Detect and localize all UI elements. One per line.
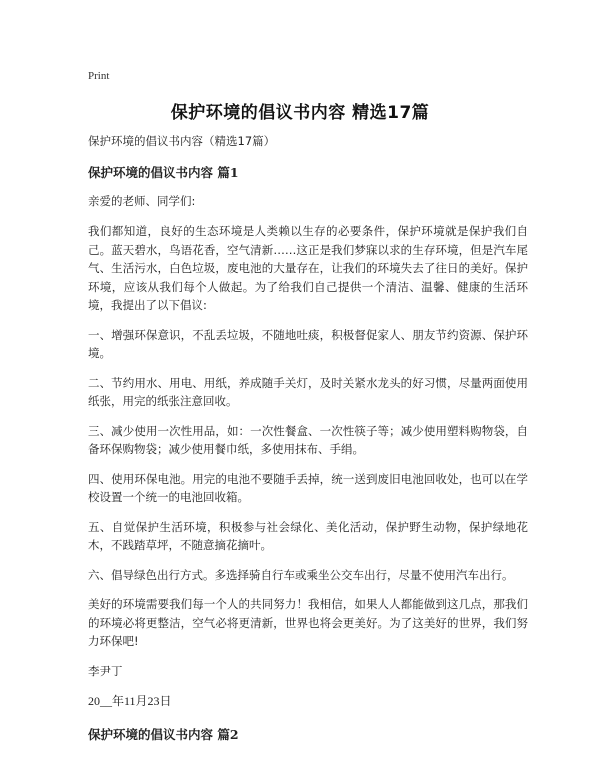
article-subtitle: 保护环境的倡议书内容（精选17篇） [88,134,276,148]
page-title: 保护环境的倡议书内容 精选17篇 [170,103,430,123]
paragraph-closing: 美好的环境需要我们每一个人的共同努力！我相信，如果人人都能做到这几点，那我们的环境必将更整洁，空气必将更清新，世界也将会更美好。为了这美好的世界，我们努力环保吧! [88,597,528,648]
article-body [88,132,528,754]
section-heading-2: 保护环境的倡议书内容 篇2 [88,726,239,742]
paragraph-item-2: 二、节约用水、用电、用纸，养成随手关灯，及时关紧水龙头的好习惯，尽量两面使用纸张，用完的纸张注意回收。 [88,375,528,408]
date: 20__年11月23日 [88,693,172,708]
paragraph-item-5: 五、自觉保护生活环境，积极参与社会绿化、美化活动，保护野生动物，保护绿地花木，不践踏草坪，不随意摘花摘叶。 [88,519,528,552]
paragraph-intro: 我们都知道，良好的生态环境是人类赖以生存的必要条件，保护环境就是保护我们自己。蓝天碧水，鸟语花香，空气清新……这正是我们梦寐以求的生存环境，但是汽车尾气、生活污水，白色垃圾，废电池的大量存在，让我们的环境失去了往日的美好。保护环境，应该从我们每个人做起。为了给我们自己提供一个清洁、温馨、健康的生活环境，我提出了以下倡议: [88,224,528,312]
section-heading-1: 保护环境的倡议书内容 篇1 [88,165,239,180]
paragraph-item-3: 三、减少使用一次性用品，如：一次性餐盒、一次性筷子等；减少使用塑料购物袋，自备环保购物袋；减少使用餐巾纸，多使用抹布、手绢。 [88,423,528,456]
paragraph-item-4: 四、使用环保电池。用完的电池不要随手丢掉，统一送到废旧电池回收处，也可以在学校设置一个统一的电池回收箱。 [88,471,528,504]
signature: 李尹丁 [88,663,123,678]
print-link[interactable]: Print [88,70,110,82]
paragraph-item-6: 六、倡导绿色出行方式。多选择骑自行车或乘坐公交车出行，尽量不使用汽车出行。 [88,567,514,582]
paragraph-item-1: 一、增强环保意识，不乱丢垃圾，不随地吐痰，积极督促家人、朋友节约资源、保护环境。 [88,327,528,360]
salutation: 亲爱的老师、同学们: [88,194,196,208]
